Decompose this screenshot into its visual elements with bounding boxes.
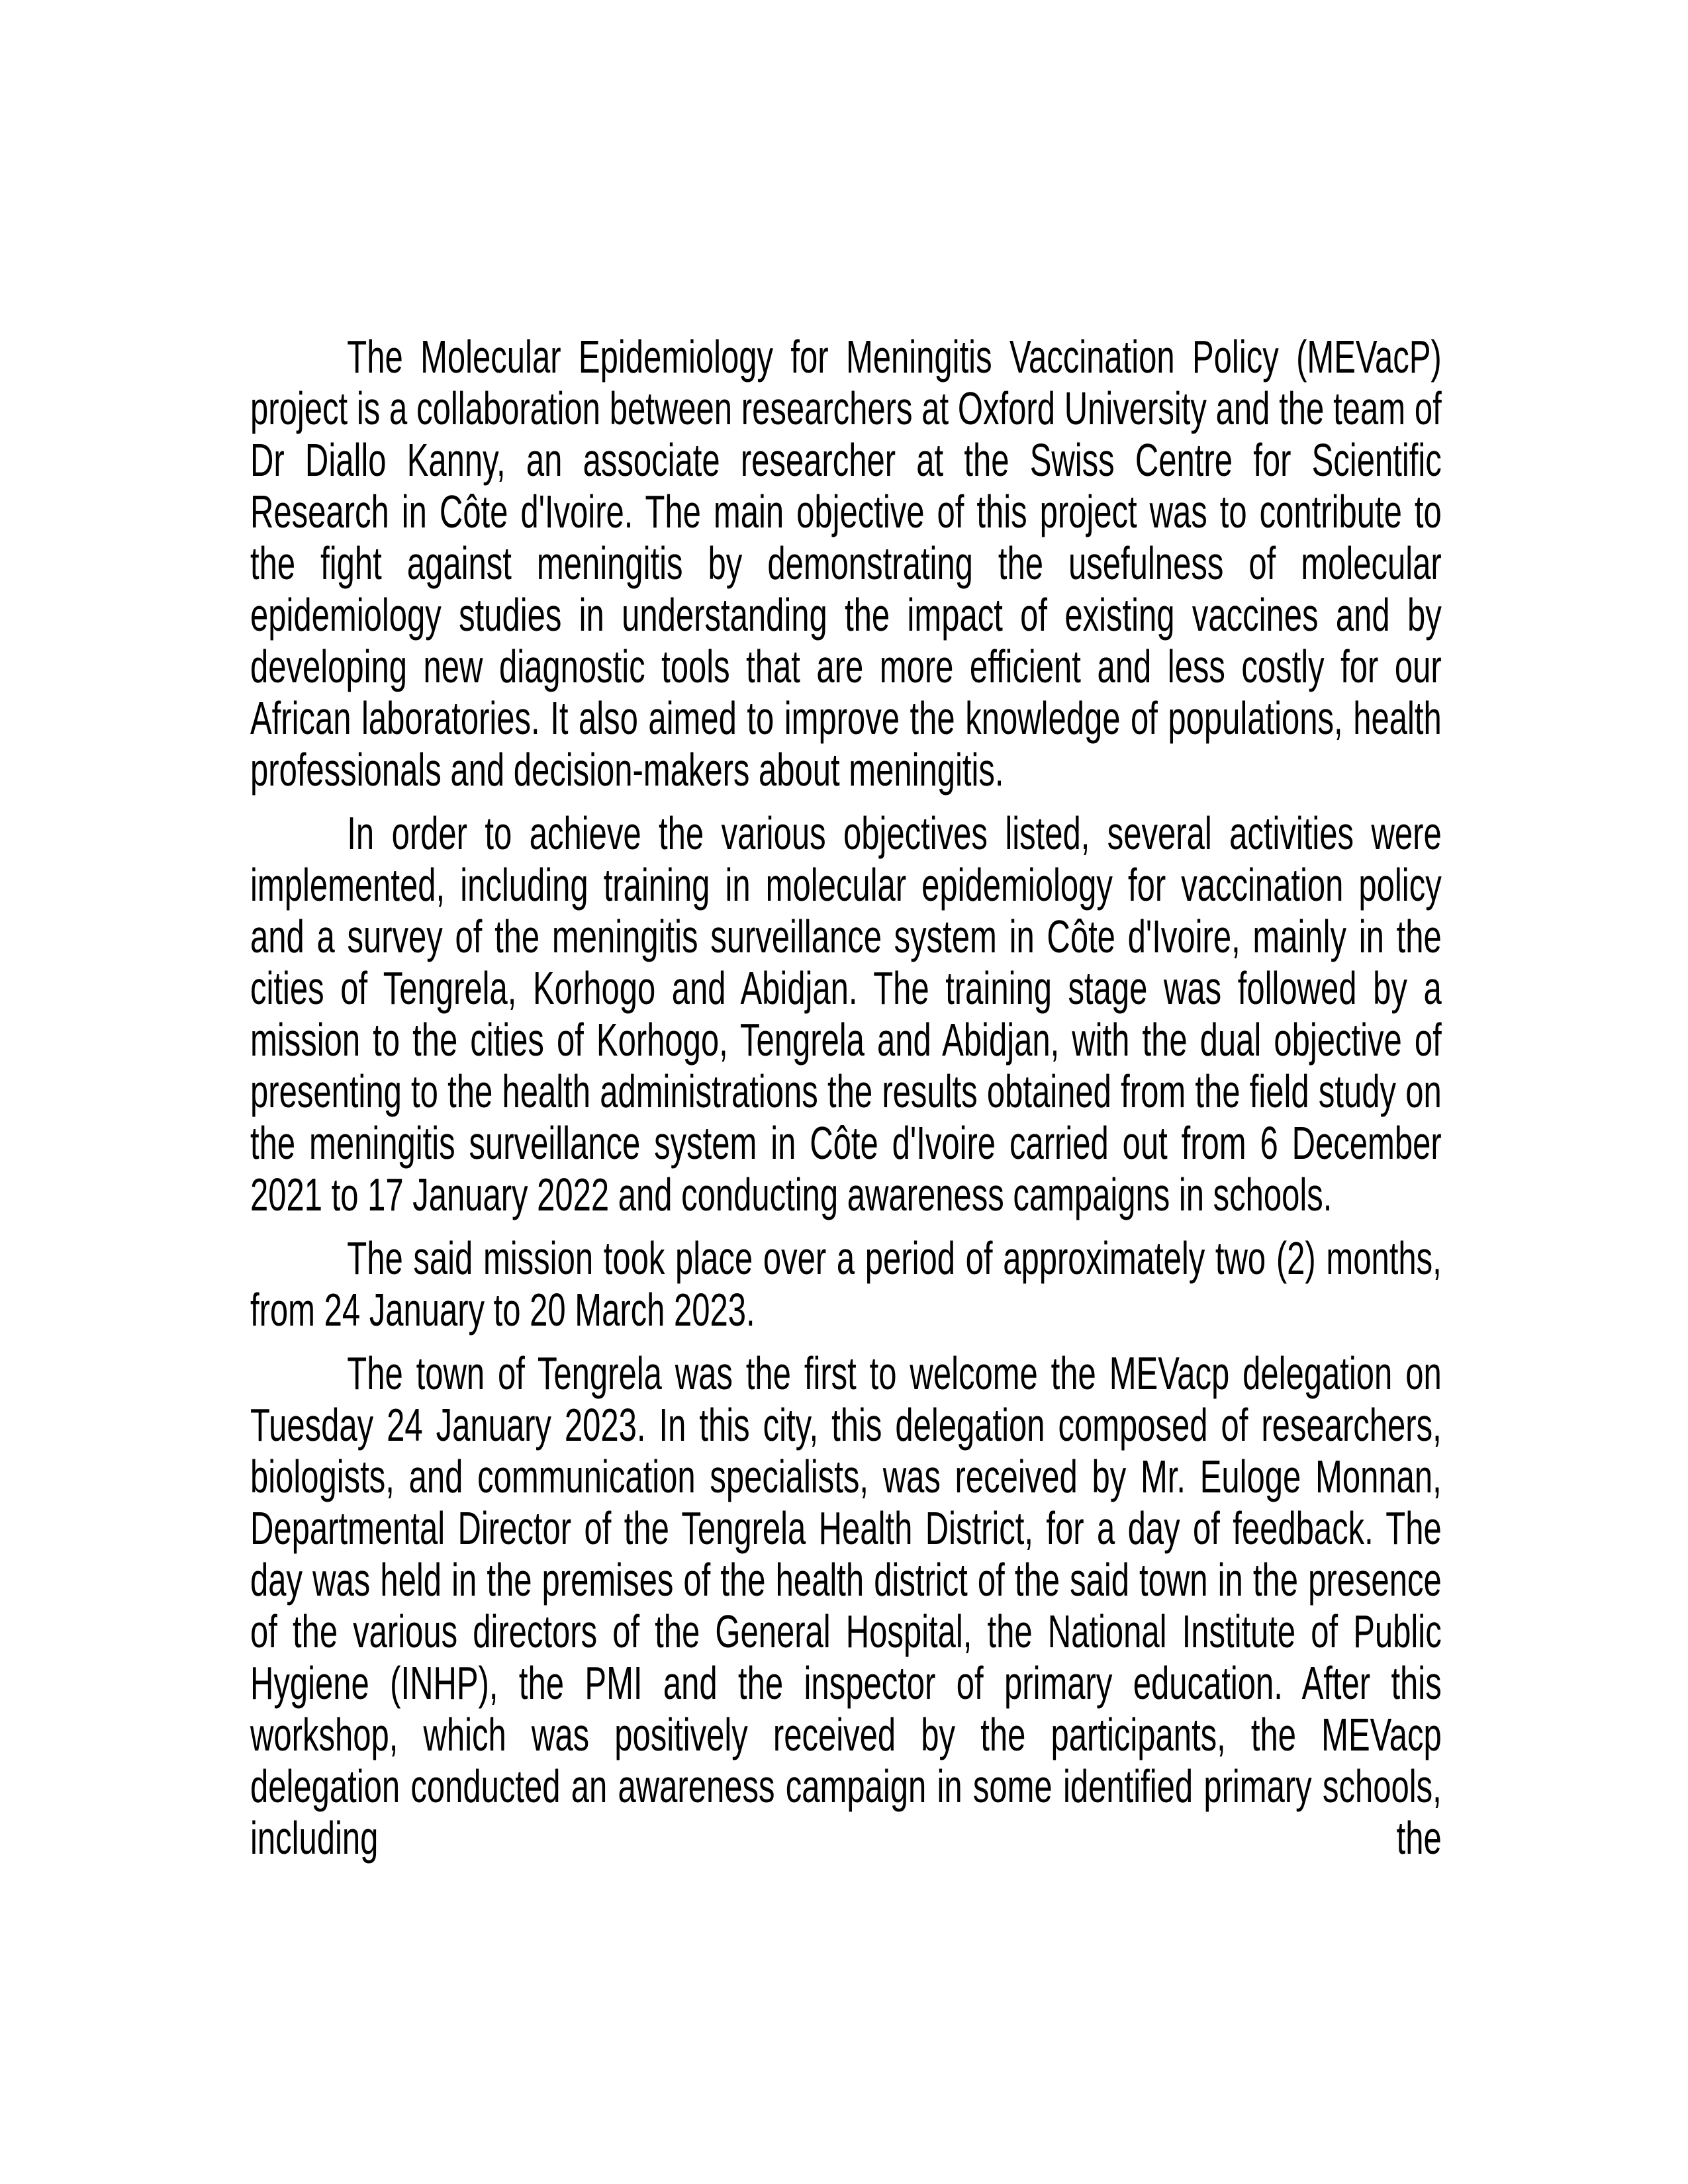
paragraph-2: In order to achieve the various objectives listed, several activities were implemented, including training in molecular epidemiology for vaccination policy and a survey of the meningitis surveillance system in Côte d'Ivoire, mainly in the cities of Tengrela, Korhogo and Abidjan. The training stage was followed by a mission to the cities of Korhogo, Tengrela and Abidjan, with the dual objective of presenting to the health administrations the results obtained from the field study on the meningitis surveillance system in Côte d'Ivoire carried out from 6 December 2021 to 17 January 2022 and conducting awareness campaigns in schools. [250,807,1442,1220]
paragraph-3: The said mission took place over a period of approximately two (2) months, from 24 January to 20 March 2023. [250,1232,1442,1336]
document-body [250,331,1442,1876]
paragraph-4: The town of Tengrela was the first to welcome the MEVacp delegation on Tuesday 24 January 2023. In this city, this delegation composed of researchers, biologists, and communication specialists, was received by Mr. Euloge Monnan, Departmental Director of the Tengrela Health District, for a day of feedback. The day was held in the premises of the health district of the said town in the presence of the various directors of the General Hospital, the National Institute of Public Hygiene (INHP), the PMI and the inspector of primary education. After this workshop, which was positively received by the participants, the MEVacp delegation conducted an awareness campaign in some identified primary schools, including the [250,1347,1442,1864]
paragraph-1: The Molecular Epidemiology for Meningitis Vaccination Policy (MEVacP) project is a collaboration between researchers at Oxford University and the team of Dr Diallo Kanny, an associate researcher at the Swiss Centre for Scientific Research in Côte d'Ivoire. The main objective of this project was to contribute to the fight against meningitis by demonstrating the usefulness of molecular epidemiology studies in understanding the impact of existing vaccines and by developing new diagnostic tools that are more efficient and less costly for our African laboratories. It also aimed to improve the knowledge of populations, health professionals and decision-makers about meningitis. [250,331,1442,796]
